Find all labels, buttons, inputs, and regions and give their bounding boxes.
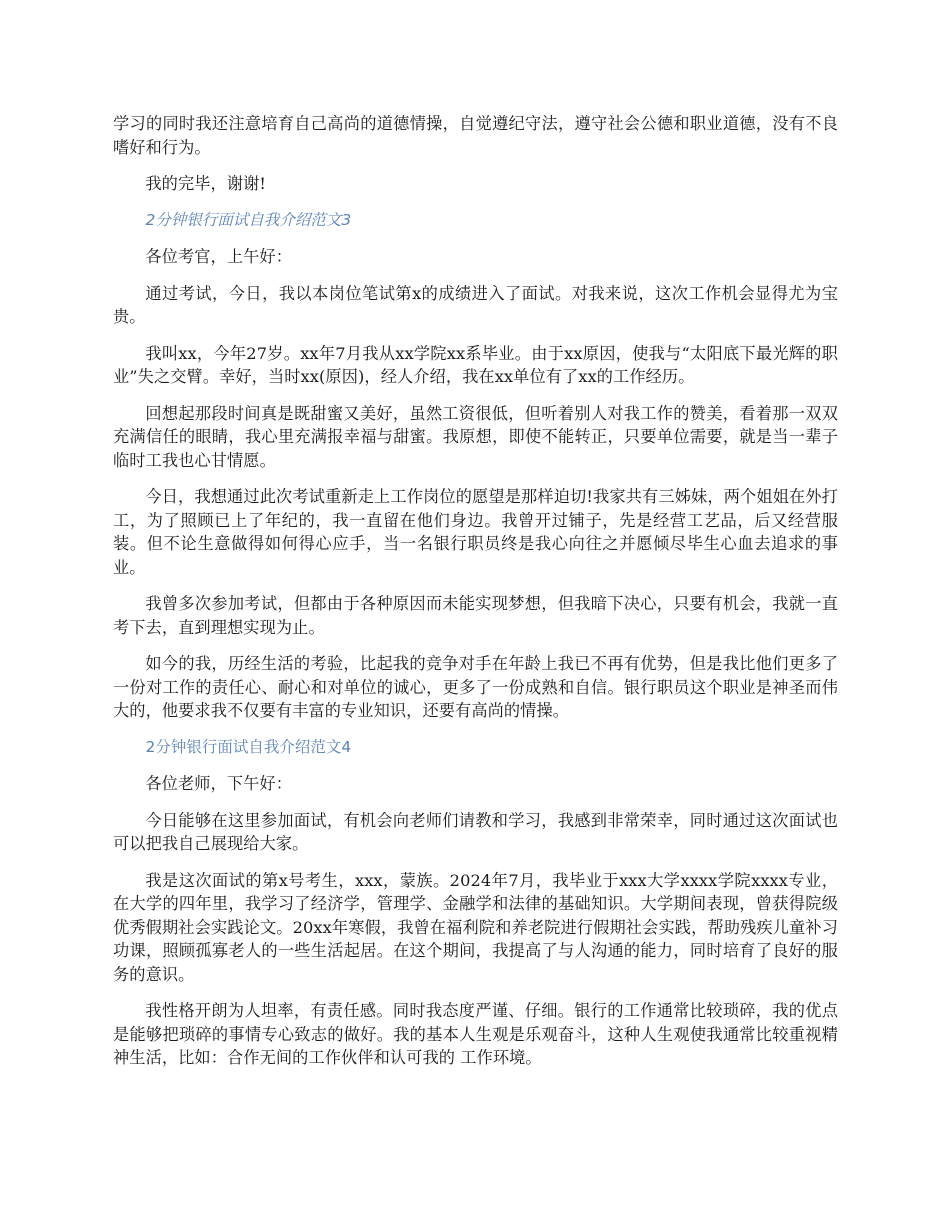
section-heading: 2分钟银行面试自我介绍范文4	[145, 737, 352, 756]
section-heading: 2分钟银行面试自我介绍范文3	[145, 210, 352, 229]
paragraph: 我叫xx，今年27岁。xx年7月我从xx学院xx系毕业。由于xx原因，使我与“太阳底下最光辉的职业”失之交臂。幸好，当时xx(原因)，经人介绍，我在xx单位有了xx的工作经历。	[113, 343, 838, 386]
paragraph: 如今的我，历经生活的考验，比起我的竞争对手在年龄上我已不再有优势，但是我比他们更多了一份对工作的责任心、耐心和对单位的诚心，更多了一份成熟和自信。银行职员这个职业是神圣而伟大的，他要求我不仅要有丰富的专业知识，还要有高尚的情操。	[113, 654, 838, 720]
paragraph: 今日，我想通过此次考试重新走上工作岗位的愿望是那样迫切!我家共有三姊妹，两个姐姐在外打工，为了照顾已上了年纪的，我一直留在他们身边。我曾开过铺子，先是经营工艺品，后又经营服装。但不论生意做得如何得心应手，当一名银行职员终是我心向往之并愿倾尽毕生心血去追求的事业。	[113, 487, 838, 577]
paragraph: 各位考官，上午好：	[145, 247, 292, 266]
paragraph: 今日能够在这里参加面试，有机会向老师们请教和学习，我感到非常荣幸，同时通过这次面试也可以把我自己展现给大家。	[113, 810, 838, 853]
paragraph: 通过考试，今日，我以本岗位笔试第x的成绩进入了面试。对我来说，这次工作机会显得尤为宝贵。	[113, 283, 838, 326]
paragraph: 回想起那段时间真是既甜蜜又美好，虽然工资很低，但听着别人对我工作的赞美，看着那一双双充满信任的眼睛，我心里充满报幸福与甜蜜。我原想，即使不能转正，只要单位需要，就是当一辈子临时工我也心甘情愿。	[113, 403, 838, 470]
paragraph: 我是这次面试的第x号考生，xxx，蒙族。2024年7月，我毕业于xxx大学xxxx学院xxxx专业，在大学的四年里，我学习了经济学，管理学、金融学和法律的基础知识。大学期间表现，曾获得院级优秀假期社会实践论文。20xx年寒假，我曾在福利院和养老院进行假期社会实践，帮助残疾儿童补习功课，照顾孤寡老人的一些生活起居。在这个期间，我提高了与人沟通的能力，同时培育了良好的服务的意识。	[113, 870, 838, 984]
paragraph: 我的完毕，谢谢!	[145, 174, 267, 193]
paragraph: 我性格开朗为人坦率，有责任感。同时我态度严谨、仔细。银行的工作通常比较琐碎，我的优点是能够把琐碎的事情专心致志的做好。我的基本人生观是乐观奋斗，这种人生观使我通常比较重视精神生活，比如：合作无间的工作伙伴和认可我的 工作环境。	[113, 1001, 838, 1067]
paragraph: 我曾多次参加考试，但都由于各种原因而未能实现梦想，但我暗下决心，只要有机会，我就一直考下去，直到理想实现为止。	[113, 594, 838, 637]
paragraph: 各位老师，下午好：	[145, 774, 292, 793]
document-body	[113, 112, 838, 1083]
paragraph: 学习的同时我还注意培育自己高尚的道德情操，自觉遵纪守法，遵守社会公德和职业道德，没有不良嗜好和行为。	[113, 114, 838, 157]
